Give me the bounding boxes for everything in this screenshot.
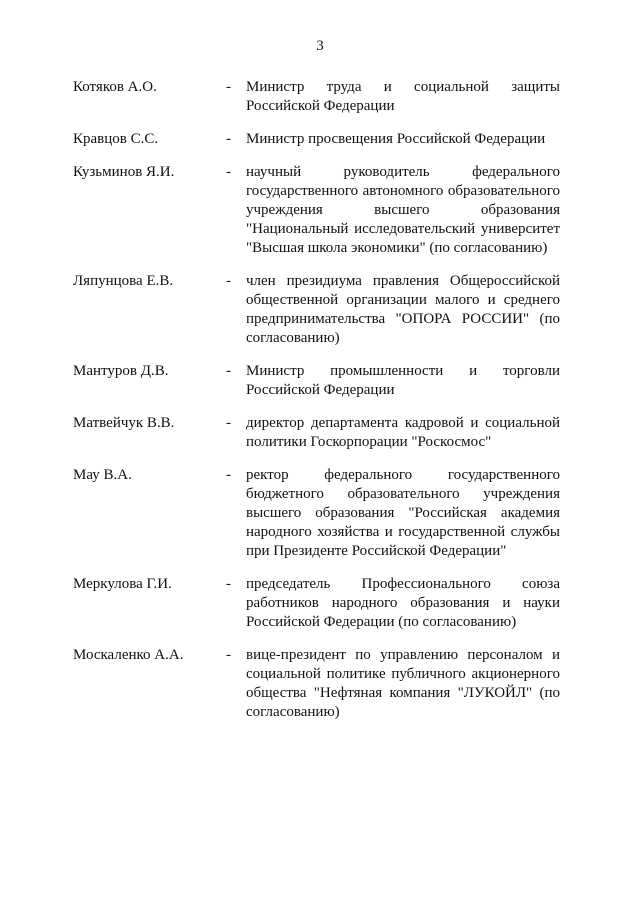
member-row bbox=[73, 646, 560, 722]
member-name: Москаленко А.А. bbox=[73, 647, 184, 663]
member-dash: - bbox=[226, 415, 231, 431]
member-position: директор департамента кадровой и социальной политики Госкорпорации "Роскосмос" bbox=[246, 415, 560, 450]
member-position: научный руководитель федерального государственного автономного образовательного учреждения высшего образования "Национальный исследовательский университет "Высшая школа экономики" (по согласованию) bbox=[246, 164, 560, 256]
member-position: Министр просвещения Российской Федерации bbox=[246, 131, 546, 147]
member-position: вице-президент по управлению персоналом и социальной политике публичного акционерного общества "Нефтяная компания "ЛУКОЙЛ" (по согласованию) bbox=[246, 647, 560, 720]
member-row bbox=[73, 466, 560, 561]
member-name: Кузьминов Я.И. bbox=[73, 164, 175, 180]
member-row bbox=[73, 414, 560, 452]
member-name: Котяков А.О. bbox=[73, 79, 157, 95]
member-dash: - bbox=[226, 363, 231, 379]
member-row bbox=[73, 575, 560, 632]
member-dash: - bbox=[226, 647, 231, 663]
member-name: Мантуров Д.В. bbox=[73, 363, 169, 379]
member-dash: - bbox=[226, 273, 231, 289]
member-dash: - bbox=[226, 164, 231, 180]
member-name: Кравцов С.С. bbox=[73, 131, 159, 147]
member-dash: - bbox=[226, 467, 231, 483]
page-number: 3 bbox=[316, 38, 324, 54]
member-position: член президиума правления Общероссийской общественной организации малого и среднего предпринимательства "ОПОРА РОССИИ" (по согласованию) bbox=[246, 273, 560, 346]
members-list bbox=[73, 78, 560, 736]
member-name: Матвейчук В.В. bbox=[73, 415, 175, 431]
member-name: Меркулова Г.И. bbox=[73, 576, 172, 592]
member-row bbox=[73, 130, 560, 149]
member-dash: - bbox=[226, 576, 231, 592]
member-position: Министр труда и социальной защиты Российской Федерации bbox=[246, 79, 560, 114]
member-name: Ляпунцова Е.В. bbox=[73, 273, 174, 289]
member-name: Мау В.А. bbox=[73, 467, 132, 483]
member-dash: - bbox=[226, 79, 231, 95]
member-dash: - bbox=[226, 131, 231, 147]
member-position: ректор федерального государственного бюджетного образовательного учреждения высшего образования "Российская академия народного хозяйства и государственной службы при Президенте Российской Федерации" bbox=[246, 467, 560, 559]
member-row bbox=[73, 362, 560, 400]
member-position: председатель Профессионального союза работников народного образования и науки Российской Федерации (по согласованию) bbox=[246, 576, 560, 630]
member-row bbox=[73, 272, 560, 348]
member-row bbox=[73, 78, 560, 116]
member-row bbox=[73, 163, 560, 258]
member-position: Министр промышленности и торговли Российской Федерации bbox=[246, 363, 560, 398]
